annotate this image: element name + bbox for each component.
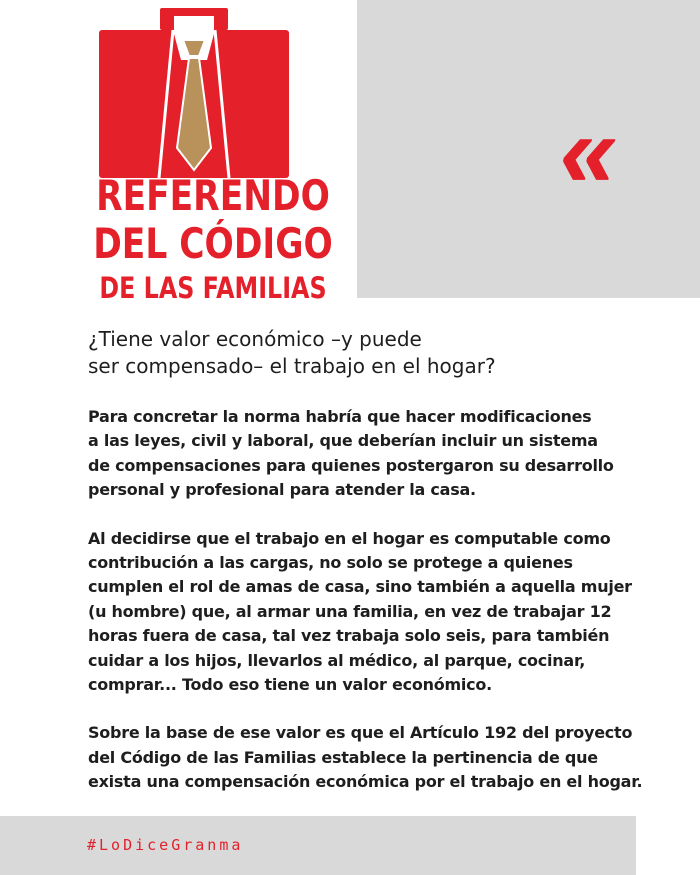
left-guillemet-icon: « xyxy=(549,94,629,210)
text-line: cuidar a los hijos, llevarlos al médico, al parque, cocinar, xyxy=(88,650,586,670)
text-line: Al decidirse que el trabajo en el hogar es computable como xyxy=(88,528,611,548)
logo-title-line-2: DEL CÓDIGO xyxy=(93,219,333,268)
text-line: contribución a las cargas, no solo se protege a quienes xyxy=(88,553,573,573)
hashtag[interactable]: #LoDiceGranma xyxy=(87,836,244,854)
text-line: comprar... Todo eso tiene un valor económico. xyxy=(88,675,492,695)
paragraph-3 xyxy=(88,721,668,794)
briefcase-with-tie-icon xyxy=(99,8,289,178)
paragraph-1 xyxy=(88,405,668,503)
text-line: del Código de las Familias establece la pertinencia de que xyxy=(88,747,598,767)
text-line: a las leyes, civil y laboral, que deberían incluir un sistema xyxy=(88,431,598,451)
text-line: personal y profesional para atender la casa. xyxy=(88,480,476,500)
logo-title xyxy=(71,172,355,308)
text-line: horas fuera de casa, tal vez trabaja solo seis, para también xyxy=(88,626,610,646)
logo-title-line-1: REFERENDO xyxy=(96,171,330,220)
question-heading xyxy=(88,326,668,380)
question-line: ¿Tiene valor económico –y puede xyxy=(88,327,422,351)
paragraph-2 xyxy=(88,527,668,698)
text-line: Para concretar la norma habría que hacer modificaciones xyxy=(88,407,592,426)
gray-corner-panel xyxy=(357,0,700,298)
question-line: ser compensado– el trabajo en el hogar? xyxy=(88,354,496,378)
text-line: (u hombre) que, al armar una familia, en vez de trabajar 12 xyxy=(88,601,612,621)
text-line: exista una compensación económica por el trabajo en el hogar. xyxy=(88,772,643,792)
text-line: Sobre la base de ese valor es que el Artículo 192 del proyecto xyxy=(88,723,633,743)
text-line: cumplen el rol de amas de casa, sino también a aquella mujer xyxy=(88,577,632,597)
text-line: de compensaciones para quienes postergaron su desarrollo xyxy=(88,455,614,475)
logo-title-line-3: DE LAS FAMILIAS xyxy=(99,271,327,305)
article-body xyxy=(88,405,668,819)
